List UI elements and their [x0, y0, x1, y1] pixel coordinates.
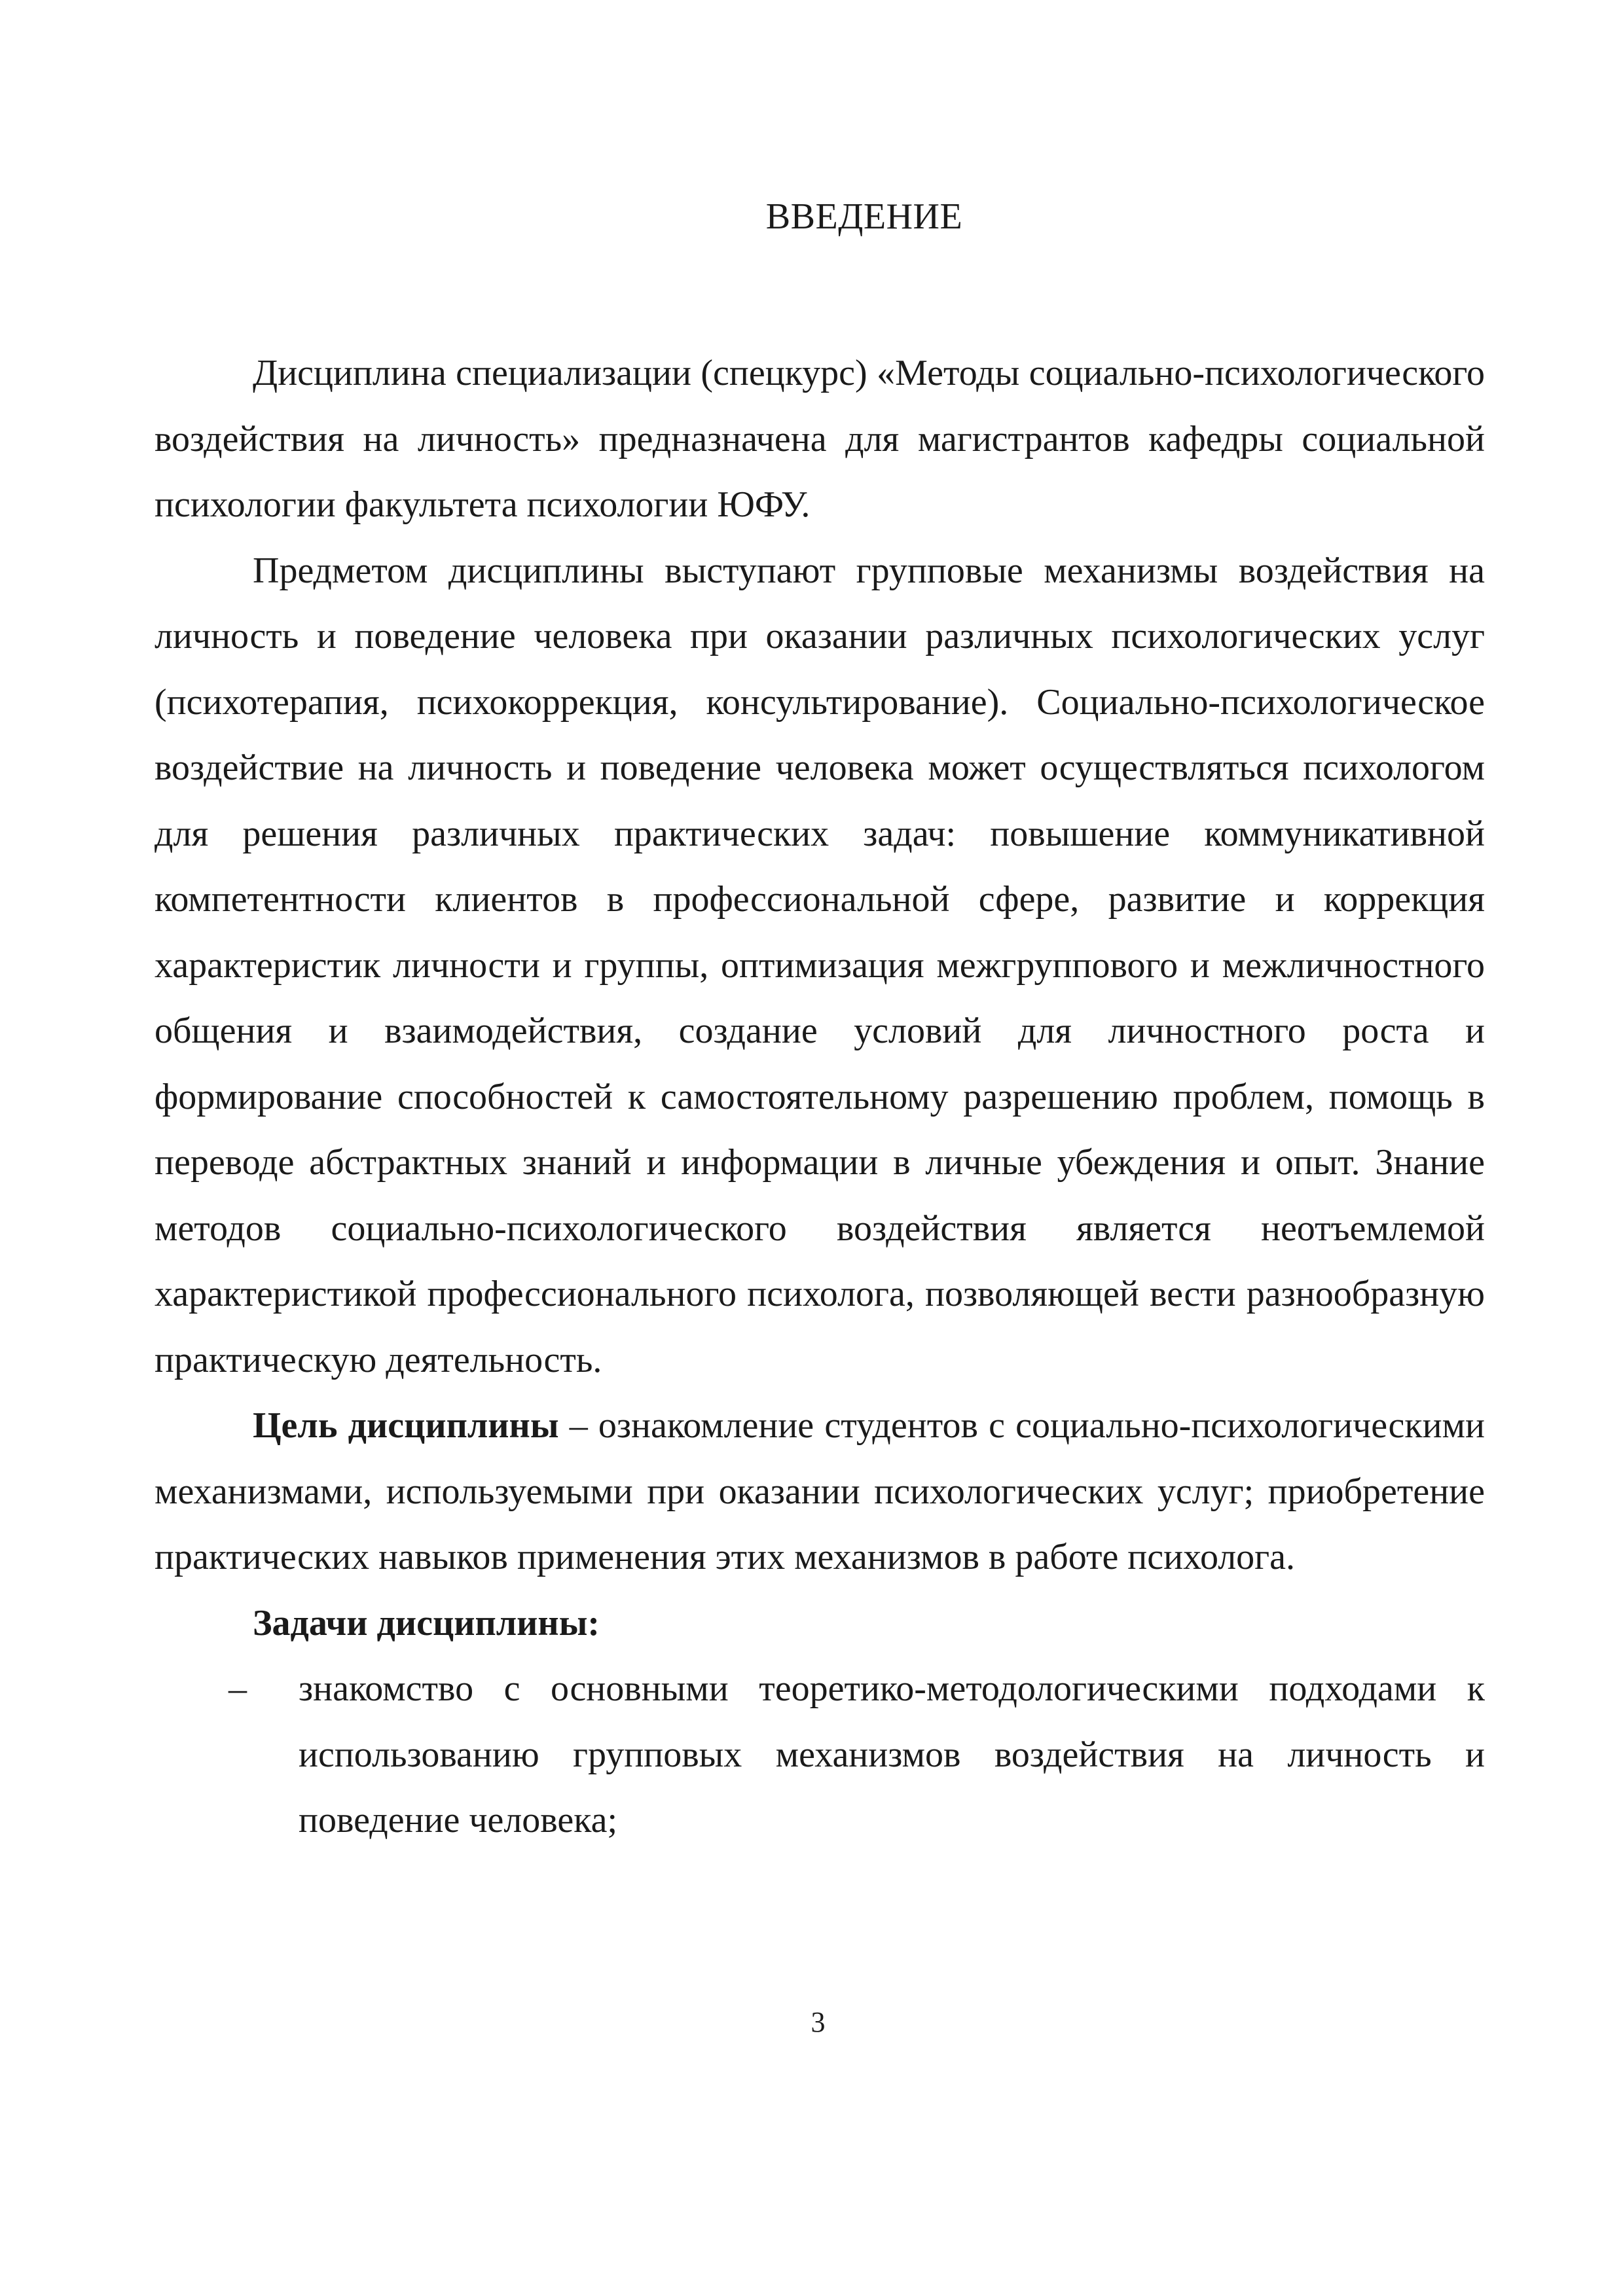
task-item-text: знакомство с основными теоретико-методологическими подходами к использованию групповых механизмов воздействия на личность и поведение человека; — [299, 1668, 1485, 1840]
document-body — [155, 340, 1485, 1854]
task-item — [155, 1656, 1485, 1854]
paragraph-introduction: Дисциплина специализации (спецкурс) «Методы социально-психологического воздействия на личность» предназначена для магистрантов кафедры социальной психологии факультета психологии ЮФУ. — [155, 353, 1485, 525]
tasks-list — [155, 1656, 1485, 1854]
goal-text: ознакомление студентов с социально-психологическими механизмами, используемыми при оказании психологических услуг; приобретение практических навыков применения этих механизмов в работе психолога. — [155, 1405, 1485, 1577]
page-title: ВВЕДЕНИЕ — [765, 196, 963, 237]
tasks-heading: Задачи дисциплины: — [253, 1602, 600, 1643]
task-item-dash: – — [228, 1668, 247, 1709]
paragraph-subject: Предметом дисциплины выступают групповые механизмы воздействия на личность и поведение человека при оказании различных психологических услуг (психотерапия, психокоррекция, консультирование). Социально-психологическое воздействие на личность и поведение человека может осуществляться психологом для решения различных практических задач: повышение коммуникативной компетентности клиентов в профессиональной сфере, развитие и коррекция характеристик личности и группы, оптимизация межгруппового и межличностного общения и взаимодействия, создание условий для личностного роста и формирование способностей к самостоятельному разрешению проблем, помощь в переводе абстрактных знаний и информации в личные убеждения и опыт. Знание методов социально-психологического воздействия является неотъемлемой характеристикой профессионального психолога, позволяющей вести разнообразную практическую деятельность. — [155, 550, 1485, 1380]
goal-separator: – — [569, 1405, 588, 1446]
page-number: 3 — [811, 2006, 826, 2038]
goal-label: Цель дисциплины — [253, 1405, 559, 1446]
paragraph-goal — [155, 1393, 1485, 1590]
